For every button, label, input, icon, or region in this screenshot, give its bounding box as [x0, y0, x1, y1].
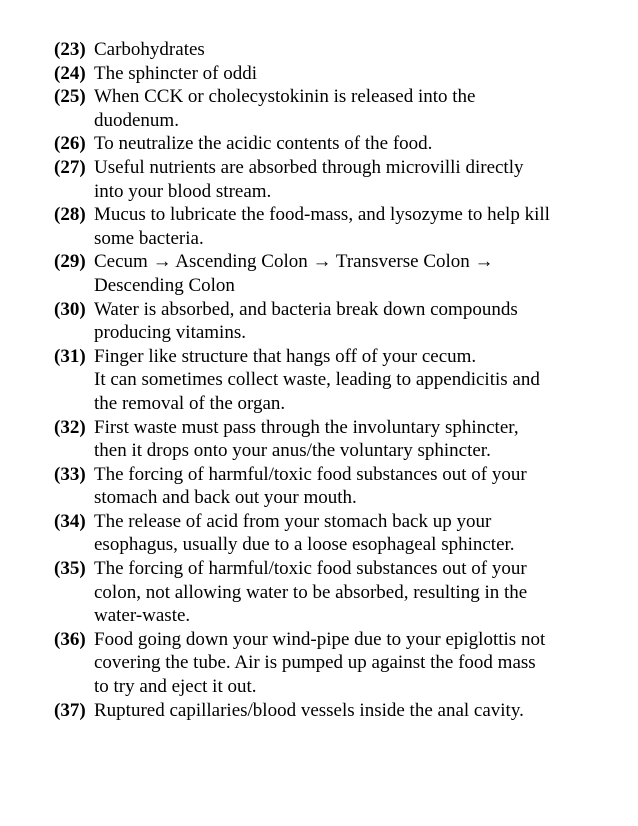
answer-number: (34): [54, 510, 86, 532]
answer-text: [94, 463, 614, 510]
answer-text-line: into your blood stream.: [94, 180, 272, 202]
answer-text-line: When CCK or cholecystokinin is released into the: [94, 86, 476, 108]
answer-number: (24): [54, 62, 86, 84]
answer-text-line: Cecum → Ascending Colon → Transverse Colon →: [94, 251, 494, 273]
answer-text-line: First waste must pass through the involuntary sphincter,: [94, 416, 519, 438]
answer-item: [54, 203, 614, 250]
answer-text: [94, 203, 614, 250]
answer-text-line: covering the tube. Air is pumped up against the food mass: [94, 652, 536, 674]
answer-text-line: Useful nutrients are absorbed through microvilli directly: [94, 156, 524, 178]
answer-text-line: the removal of the organ.: [94, 392, 286, 414]
answer-number: (33): [54, 463, 86, 485]
answer-item: [54, 510, 614, 557]
answer-number: (35): [54, 558, 86, 580]
answer-text-line: water-waste.: [94, 605, 191, 627]
answer-item: [54, 699, 614, 723]
answer-item: [54, 557, 614, 628]
answer-text: [94, 250, 614, 297]
answer-text: [94, 699, 614, 723]
answer-item: [54, 132, 614, 156]
answer-text-line: stomach and back out your mouth.: [94, 487, 357, 509]
answer-number: (26): [54, 133, 86, 155]
answer-text-line: The forcing of harmful/toxic food substances out of your: [94, 463, 527, 485]
answer-text: [94, 345, 614, 416]
answer-text-line: The release of acid from your stomach back up your: [94, 510, 492, 532]
answer-text-line: producing vitamins.: [94, 322, 246, 344]
answer-number: (25): [54, 86, 86, 108]
answer-text: [94, 156, 614, 203]
answer-text-line: To neutralize the acidic contents of the food.: [94, 133, 433, 155]
answer-text-line: Carbohydrates: [94, 39, 205, 60]
answer-number: (29): [54, 251, 86, 273]
answer-text-line: colon, not allowing water to be absorbed, resulting in the: [94, 581, 528, 603]
answer-text-line: then it drops onto your anus/the voluntary sphincter.: [94, 440, 491, 462]
answer-text-line: The sphincter of oddi: [94, 62, 258, 84]
answer-text: [94, 38, 614, 62]
answer-number: (23): [54, 39, 86, 60]
answer-number: (32): [54, 416, 86, 438]
answer-text-line: The forcing of harmful/toxic food substances out of your: [94, 558, 527, 580]
answer-text: [94, 85, 614, 132]
answer-text-line: Descending Colon: [94, 274, 235, 296]
answer-item: [54, 85, 614, 132]
answer-number: (36): [54, 628, 86, 650]
answer-item: [54, 250, 614, 297]
answer-text-line: Water is absorbed, and bacteria break down compounds: [94, 298, 518, 320]
answer-item: [54, 345, 614, 416]
answer-item: [54, 38, 614, 62]
answer-item: [54, 298, 614, 345]
answer-number: (37): [54, 699, 86, 721]
answer-text: [94, 628, 614, 699]
answer-item: [54, 156, 614, 203]
answer-list: [54, 38, 614, 722]
answer-text-line: Ruptured capillaries/blood vessels inside the anal cavity.: [94, 699, 524, 721]
answer-text: [94, 416, 614, 463]
answer-number: (28): [54, 204, 86, 226]
answer-text-line: to try and eject it out.: [94, 676, 257, 698]
answer-text: [94, 132, 614, 156]
answer-text: [94, 62, 614, 86]
answer-item: [54, 62, 614, 86]
answer-text-line: some bacteria.: [94, 227, 204, 249]
answer-text: [94, 298, 614, 345]
answer-item: [54, 628, 614, 699]
answer-text-line: Mucus to lubricate the food-mass, and lysozyme to help kill: [94, 204, 550, 226]
answer-text-line: esophagus, usually due to a loose esophageal sphincter.: [94, 534, 515, 556]
answer-text-line: Food going down your wind-pipe due to your epiglottis not: [94, 628, 546, 650]
answer-text: [94, 510, 614, 557]
answer-item: [54, 416, 614, 463]
answer-text-line: Finger like structure that hangs off of your cecum.: [94, 345, 477, 367]
answer-item: [54, 463, 614, 510]
answer-number: (30): [54, 298, 86, 320]
answer-number: (27): [54, 156, 86, 178]
answer-text-line: It can sometimes collect waste, leading to appendicitis and: [94, 369, 540, 391]
answer-text: [94, 557, 614, 628]
answer-number: (31): [54, 345, 86, 367]
answer-text-line: duodenum.: [94, 109, 179, 131]
